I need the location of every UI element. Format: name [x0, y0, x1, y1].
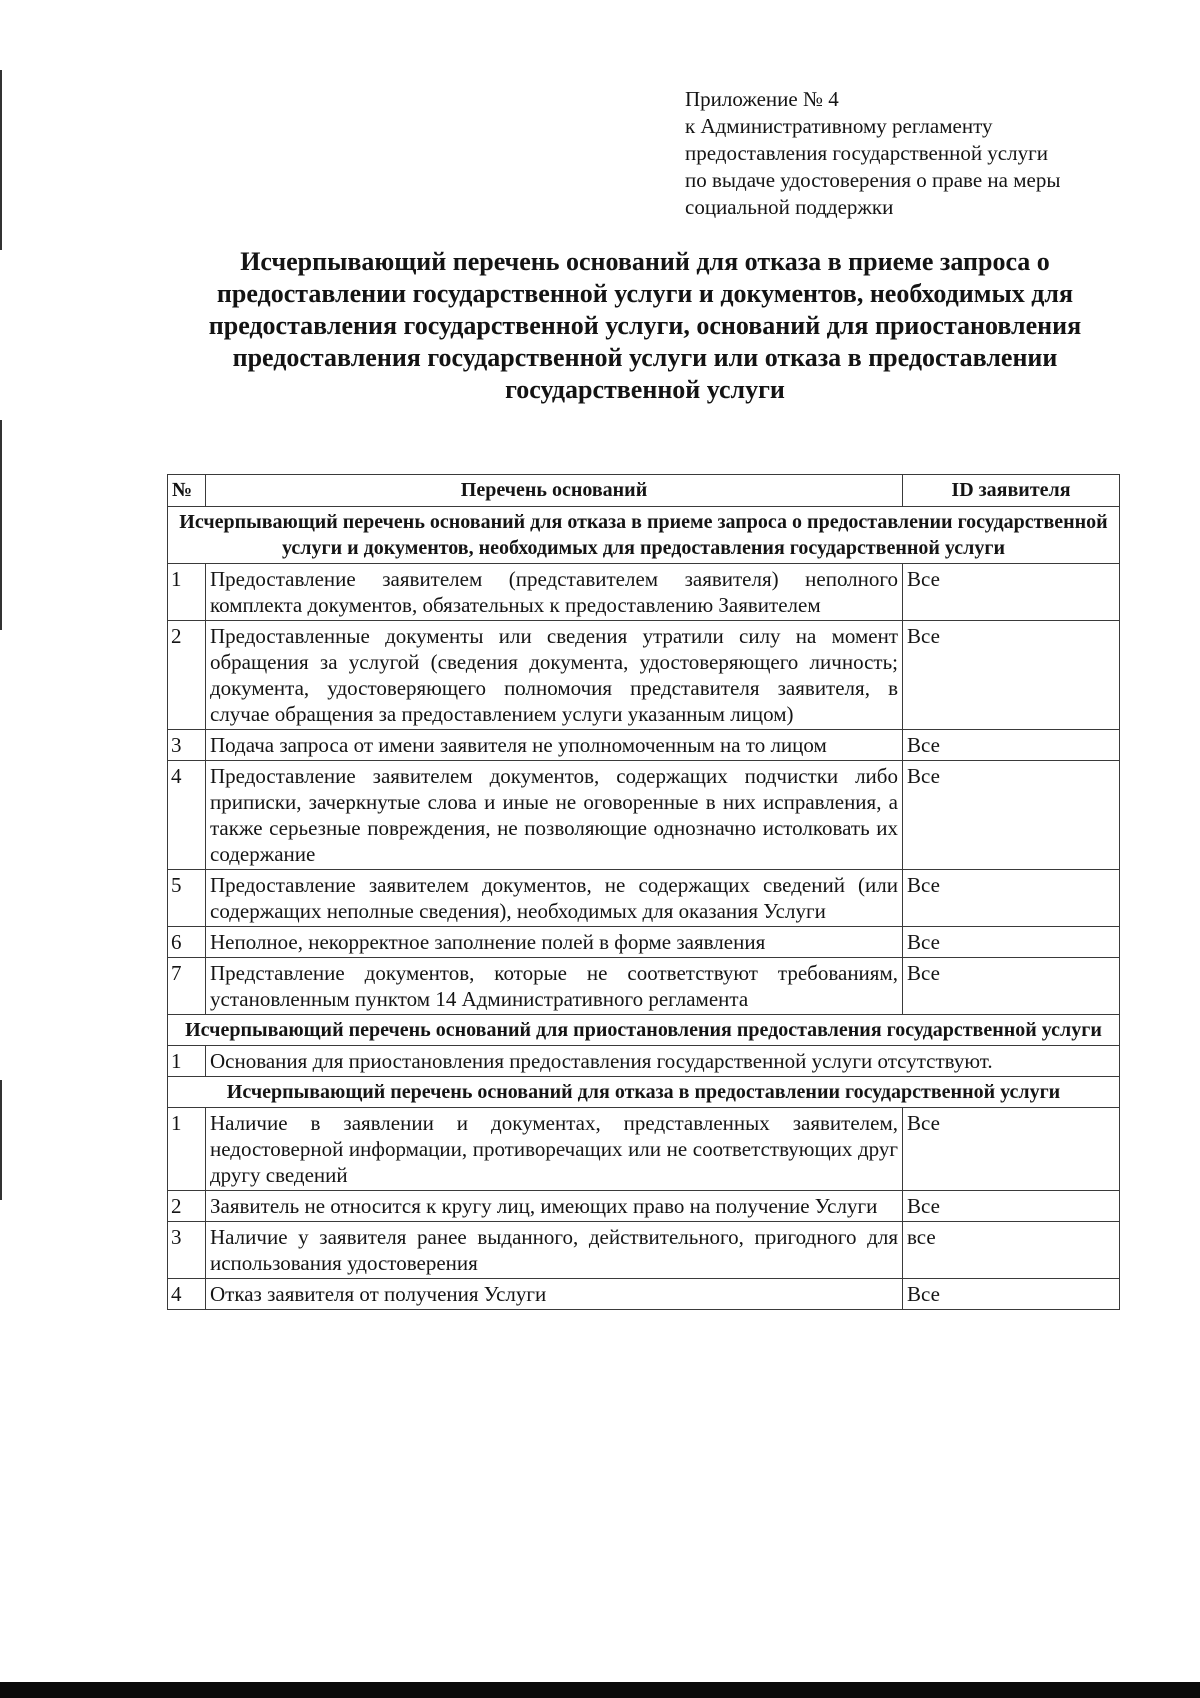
row-reason: Наличие у заявителя ранее выданного, действительного, пригодного для использования удостоверения — [206, 1222, 903, 1279]
header-reasons: Перечень оснований — [206, 475, 903, 507]
section-title: Исчерпывающий перечень оснований для приостановления предоставления государственной услуги — [168, 1015, 1120, 1046]
row-number: 4 — [168, 761, 206, 870]
row-number: 2 — [168, 621, 206, 730]
row-reason: Предоставление заявителем документов, не содержащих сведений (или содержащих неполные сведения), необходимых для оказания Услуги — [206, 870, 903, 927]
row-applicant-id: Все — [903, 1108, 1120, 1191]
row-number: 1 — [168, 1108, 206, 1191]
table-row — [168, 564, 1120, 621]
header-number: № — [168, 475, 206, 507]
appendix-line: социальной поддержки — [685, 195, 894, 219]
row-number: 3 — [168, 1222, 206, 1279]
row-applicant-id: Все — [903, 927, 1120, 958]
row-reason: Отказ заявителя от получения Услуги — [206, 1279, 903, 1310]
row-reason: Неполное, некорректное заполнение полей в форме заявления — [206, 927, 903, 958]
appendix-note — [685, 86, 1135, 221]
appendix-line: Приложение № 4 — [685, 87, 839, 111]
row-applicant-id: Все — [903, 730, 1120, 761]
table-row — [168, 870, 1120, 927]
section-title: Исчерпывающий перечень оснований для отказа в приеме запроса о предоставлении государственной услуги и документов, необходимых для предоставления государственной услуги — [168, 507, 1120, 564]
table-row — [168, 621, 1120, 730]
appendix-line: к Административному регламенту — [685, 114, 993, 138]
section-heading-row — [168, 507, 1120, 564]
row-number: 7 — [168, 958, 206, 1015]
table-row — [168, 958, 1120, 1015]
table-row — [168, 1046, 1120, 1077]
section-heading-row — [168, 1015, 1120, 1046]
row-reason: Основания для приостановления предоставления государственной услуги отсутствуют. — [206, 1046, 1120, 1077]
row-applicant-id: Все — [903, 958, 1120, 1015]
row-applicant-id: Все — [903, 761, 1120, 870]
row-applicant-id: все — [903, 1222, 1120, 1279]
row-applicant-id: Все — [903, 1279, 1120, 1310]
table-row — [168, 1222, 1120, 1279]
row-number: 1 — [168, 1046, 206, 1077]
appendix-line: предоставления государственной услуги — [685, 141, 1048, 165]
row-applicant-id: Все — [903, 1191, 1120, 1222]
table-row — [168, 1279, 1120, 1310]
table-row — [168, 1191, 1120, 1222]
scan-left-edge — [0, 0, 3, 1698]
table-row — [168, 761, 1120, 870]
table-row — [168, 1108, 1120, 1191]
reasons-table — [167, 474, 1120, 1310]
table-row — [168, 730, 1120, 761]
scan-bottom-edge — [0, 1682, 1200, 1698]
row-applicant-id: Все — [903, 870, 1120, 927]
row-reason: Предоставление заявителем документов, содержащих подчистки либо приписки, зачеркнутые слова и иные не оговоренные в них исправления, а также серьезные повреждения, не позволяющие однозначно истолковать их содержание — [206, 761, 903, 870]
table-row — [168, 927, 1120, 958]
row-reason: Предоставление заявителем (представителем заявителя) неполного комплекта документов, обязательных к предоставлению Заявителем — [206, 564, 903, 621]
row-number: 2 — [168, 1191, 206, 1222]
section-title: Исчерпывающий перечень оснований для отказа в предоставлении государственной услуги — [168, 1077, 1120, 1108]
row-applicant-id: Все — [903, 564, 1120, 621]
table-header-row — [168, 475, 1120, 507]
row-applicant-id: Все — [903, 621, 1120, 730]
document-title: Исчерпывающий перечень оснований для отказа в приеме запроса о предоставлении государственной услуги и документов, необходимых для предоставления государственной услуги, оснований для приостановления предоставления государственной услуги или отказа в предоставлении государственной услуги — [208, 247, 1082, 404]
row-reason: Заявитель не относится к кругу лиц, имеющих право на получение Услуги — [206, 1191, 903, 1222]
row-reason: Предоставленные документы или сведения утратили силу на момент обращения за услугой (сведения документа, удостоверяющего личность; документа, удостоверяющего полномочия представителя заявителя, в случае обращения за предоставлением услуги указанным лицом) — [206, 621, 903, 730]
row-reason: Представление документов, которые не соответствуют требованиям, установленным пунктом 14 Административного регламента — [206, 958, 903, 1015]
section-heading-row — [168, 1077, 1120, 1108]
row-number: 1 — [168, 564, 206, 621]
row-number: 4 — [168, 1279, 206, 1310]
row-number: 3 — [168, 730, 206, 761]
row-reason: Подача запроса от имени заявителя не уполномоченным на то лицом — [206, 730, 903, 761]
row-number: 6 — [168, 927, 206, 958]
row-number: 5 — [168, 870, 206, 927]
appendix-line: по выдаче удостоверения о праве на меры — [685, 168, 1061, 192]
header-applicant-id: ID заявителя — [903, 475, 1120, 507]
row-reason: Наличие в заявлении и документах, представленных заявителем, недостоверной информации, противоречащих или не соответствующих друг другу сведений — [206, 1108, 903, 1191]
